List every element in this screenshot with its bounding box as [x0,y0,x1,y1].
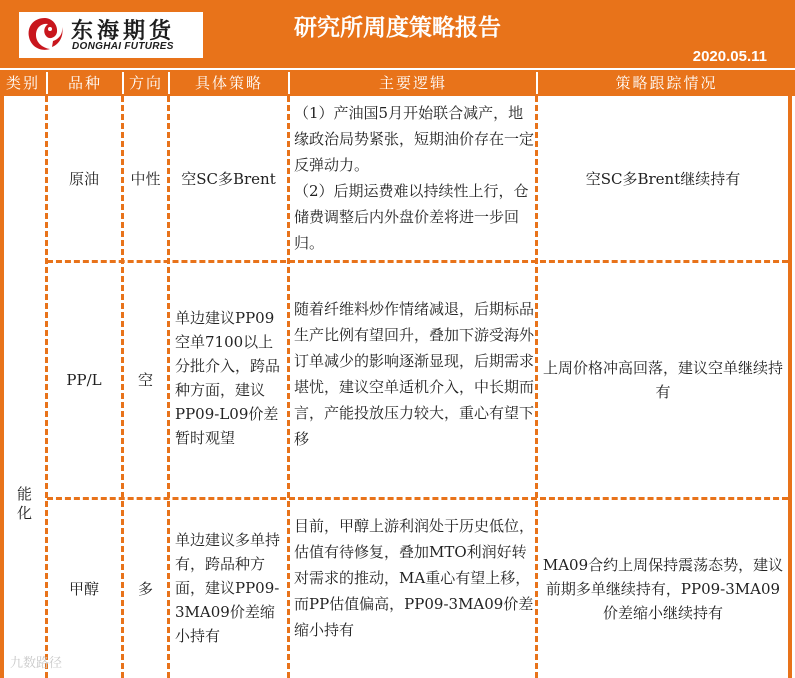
variety-cell [48,98,120,260]
strategy-text: 单边建议多单持有，跨品种方面，建议PP09-3MA09价差缩小持有 [175,531,281,645]
tracking-text: MA09合约上周保持震荡态势，建议前期多单继续持有，PP09-3MA09价差缩小继续持有 [542,556,784,622]
table-right-border [788,96,792,678]
tracking-text: 上周价格冲高回落，建议空单继续持有 [542,359,783,401]
header-divider [0,68,795,70]
column-divider [287,96,290,678]
strategy-text: 单边建议PP09空单7100以上分批介入，跨品种方面，建议PP09-L09价差暂时观望 [175,309,281,447]
category-cell [4,460,44,550]
column-header-strategy: 具体策略 [194,74,263,92]
direction-cell [124,98,167,260]
logic-cell [294,296,534,452]
column-header-logic: 主要逻辑 [378,74,447,92]
report-title: 研究所周度策略报告 [294,15,501,41]
tracking-text: 空SC多Brent继续持有 [585,170,741,188]
table-left-border [0,96,4,678]
logic-paragraph: （1）产油国5月开始联合减产，地缘政治局势紧张，短期油价存在一定反弹动力。 [294,104,535,174]
report-header [0,0,795,96]
tracking-cell [540,263,786,497]
strategy-cell [175,306,285,450]
tracking-cell [540,500,786,678]
tracking-cell [540,98,786,260]
column-header-variety: 品种 [67,74,102,92]
variety-name: 甲醇 [68,580,99,598]
logic-paragraph: 目前，甲醇上游利润处于历史低位，估值有待修复，叠加MTO利润好转对需求的推动，MA重心有望上移，而PP估值偏高，PP09-3MA09价差缩小持有 [294,517,535,639]
direction-cell [124,500,167,678]
direction-value: 多 [137,580,153,598]
variety-name: 原油 [68,170,99,188]
logic-cell [294,513,534,643]
direction-value: 中性 [130,170,161,188]
direction-cell [124,263,167,497]
variety-cell [48,263,120,497]
direction-value: 空 [137,371,153,389]
strategy-text: 空SC多Brent [181,170,276,188]
logo-english-name: DONGHAI FUTURES [72,41,174,52]
column-header-tracking: 策略跟踪情况 [615,74,718,92]
column-header-direction: 方向 [128,74,163,92]
category-label: 能化 [15,486,33,524]
logic-paragraph: （2）后期运费难以持续性上行，仓储费调整后内外盘价差将进一步回归。 [294,182,529,252]
strategy-cell [175,528,285,648]
logo-chinese-name: 东海期货 [71,19,176,44]
report-date: 2020.05.11 [692,48,767,65]
logic-paragraph: 随着纤维料炒作情绪减退，后期标品生产比例有望回升，叠加下游受海外订单减少的影响逐渐显现，后期需求堪忧，建议空单适机介入，中长期而言，产能投放压力较大，重心有望下移 [294,300,535,448]
strategy-cell [170,98,287,260]
column-header-category: 类别 [5,74,40,92]
variety-name: PP/L [66,371,102,389]
watermark: 九数路径 [10,656,63,671]
column-divider [535,96,538,678]
logic-cell [294,100,534,256]
